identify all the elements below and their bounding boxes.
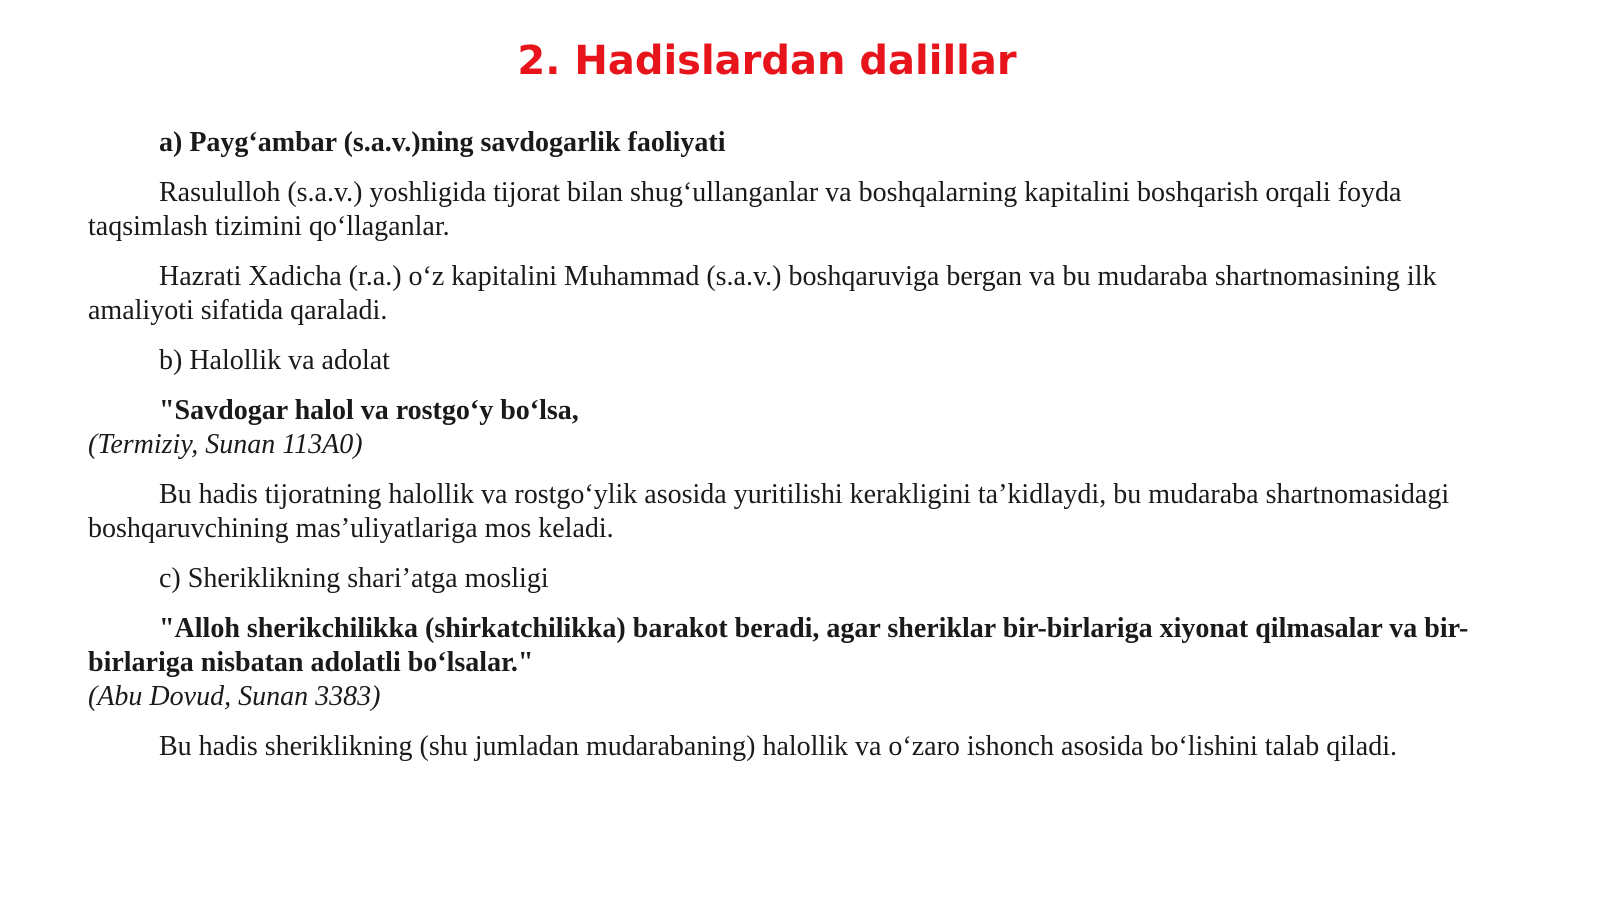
section-c-quote-block — [88, 612, 1488, 714]
section-a-paragraph-1: Rasululloh (s.a.v.) yoshligida tijorat bilan shug‘ullanganlar va boshqalarning kapitalini boshqarish orqali foyda taqsimlash tizimini qo‘llaganlar. — [88, 177, 1402, 242]
section-b-citation: (Termiziy, Sunan 113A0) — [88, 429, 363, 460]
section-a-paragraph-2: Hazrati Xadicha (r.a.) o‘z kapitalini Muhammad (s.a.v.) boshqaruviga bergan va bu mudaraba shartnomasining ilk amaliyoti sifatida qaraladi. — [88, 261, 1437, 326]
section-b-hadith-quote: "Savdogar halol va rostgo‘y bo‘lsa, — [159, 395, 579, 426]
section-c-hadith-quote: "Alloh sherikchilikka (shirkatchilikka) barakot beradi, agar sheriklar bir-birlariga xiyonat qilmasalar va bir-birlariga nisbatan adolatli bo‘lsalar." — [88, 613, 1469, 678]
slide-body — [88, 126, 1488, 780]
section-b-paragraph: Bu hadis tijoratning halollik va rostgo‘ylik asosida yuritilishi kerakligini ta’kidlaydi, bu mudaraba shartnomasidagi boshqaruvchining mas’uliyatlariga mos keladi. — [88, 479, 1450, 544]
section-c-paragraph: Bu hadis sheriklikning (shu jumladan mudarabaning) halollik va o‘zaro ishonch asosida bo‘lishini talab qiladi. — [159, 731, 1397, 762]
section-c-citation: (Abu Dovud, Sunan 3383) — [88, 681, 381, 712]
section-b-quote-block — [88, 394, 1488, 462]
section-a-heading: a) Payg‘ambar (s.a.v.)ning savdogarlik faoliyati — [159, 127, 726, 158]
section-b-heading: b) Halollik va adolat — [159, 345, 390, 376]
section-c-heading: c) Sheriklikning shari’atga mosligi — [159, 563, 549, 594]
slide-title: 2. Hadislardan dalillar — [517, 38, 1017, 84]
